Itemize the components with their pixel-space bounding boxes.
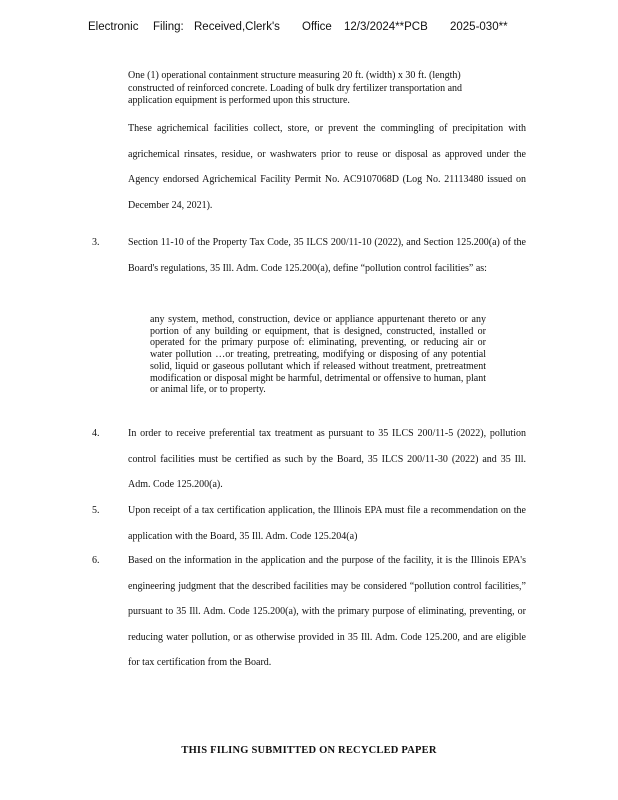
pollution-control-definition-quote: any system, method, construction, device or appliance appurtenant thereto or any portion of any building or equipment, that is designed, constructed, installed or operated for the primary purpose of: eliminating, preventing, or reducing air or water pollution …or treating, pretreating, modifying or disposing of any potential solid, liquid or gaseous pollutant which if released without treatment, pretreatment modification or disposal might be harmful, detrimental or offensive to human, plant or animal life, or to property. (150, 314, 486, 396)
header-electronic: Electronic (88, 21, 139, 33)
header-received: Received,Clerk's (194, 21, 280, 33)
engineering-judgment-paragraph: Based on the information in the application and the purpose of the facility, it is the Illinois EPA's engineering judgment that the described facilities may be considered “pollution control facilities,” pursuant to 35 Ill. Adm. Code 125.200(a), with the primary purpose of eliminating, preventing, or reducing water pollution, or as otherwise provided in 35 Ill. Adm. Code 125.200, and are eligible for tax certification from the Board. (128, 555, 526, 668)
containment-structure-paragraph: One (1) operational containment structure measuring 20 ft. (width) x 30 ft. (length) constructed of reinforced concrete. Loading of bulk dry fertilizer transportation and application equipment is performed upon this structure. (128, 70, 463, 106)
header-office: Office (302, 21, 332, 33)
item-number: 5. (92, 505, 100, 516)
header-case-number: 2025-030** (450, 21, 508, 33)
item-number: 6. (92, 555, 100, 566)
item-number: 3. (92, 237, 100, 248)
header-filing: Filing: (153, 21, 184, 33)
recommendation-paragraph: Upon receipt of a tax certification application, the Illinois EPA must file a recommendation on the application with the Board, 35 Ill. Adm. Code 125.204(a) (128, 505, 526, 542)
item-number: 4. (92, 428, 100, 439)
header-date-pcb: 12/3/2024**PCB (344, 21, 428, 33)
section-11-10-paragraph: Section 11-10 of the Property Tax Code, 35 ILCS 200/11-10 (2022), and Section 125.200(a) of the Board's regulations, 35 Ill. Adm. Code 125.200(a), define “pollution control facilities” as: (128, 237, 526, 274)
preferential-tax-paragraph: In order to receive preferential tax treatment as pursuant to 35 ILCS 200/11-5 (2022), pollution control facilities must be certified as such by the Board, 35 ILCS 200/11-30 (2022) and 35 Ill. Adm. Code 125.200(a). (128, 428, 526, 490)
agrichemical-facilities-paragraph: These agrichemical facilities collect, store, or prevent the commingling of precipitation with agrichemical rinsates, residue, or washwaters prior to reuse or disposal as approved under the Agency endorsed Agrichemical Facility Permit No. AC9107068D (Log No. 21113480 issued on December 24, 2021). (128, 123, 526, 211)
recycled-paper-footer: THIS FILING SUBMITTED ON RECYCLED PAPER (181, 745, 437, 756)
